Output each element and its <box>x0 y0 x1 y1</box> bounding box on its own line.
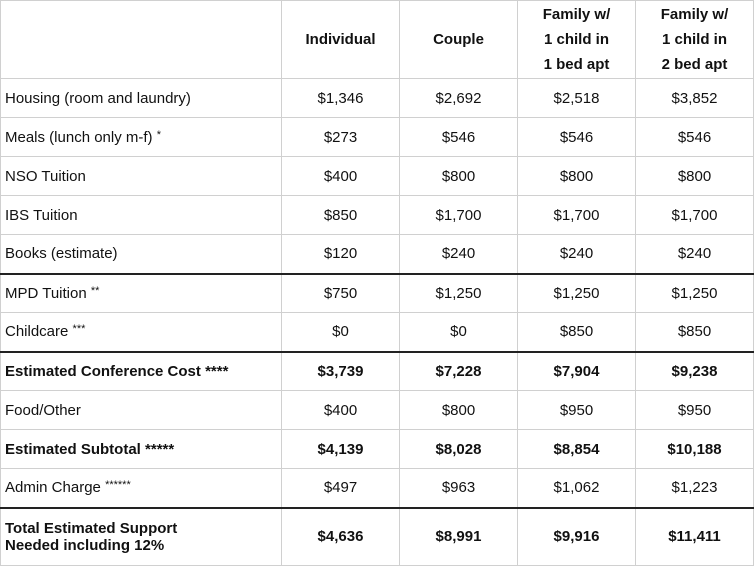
row-label: IBS Tuition <box>1 196 282 235</box>
cell-family-2bed: $9,238 <box>636 352 754 391</box>
cell-family-1bed: $240 <box>518 235 636 274</box>
header-row <box>1 1 754 79</box>
row-label: NSO Tuition <box>1 157 282 196</box>
cell-couple: $8,991 <box>400 508 518 566</box>
row-food-other <box>1 391 754 430</box>
cell-couple: $963 <box>400 469 518 508</box>
cell-individual: $750 <box>282 274 400 313</box>
footnote-mark: * <box>156 128 161 141</box>
cell-individual: $273 <box>282 118 400 157</box>
cell-family-2bed: $800 <box>636 157 754 196</box>
cell-family-2bed: $1,700 <box>636 196 754 235</box>
cell-couple: $0 <box>400 313 518 352</box>
cell-couple: $1,250 <box>400 274 518 313</box>
cell-individual: $1,346 <box>282 79 400 118</box>
cell-family-1bed: $546 <box>518 118 636 157</box>
cell-family-2bed: $1,223 <box>636 469 754 508</box>
cell-family-2bed: $3,852 <box>636 79 754 118</box>
row-childcare <box>1 313 754 352</box>
cell-individual: $120 <box>282 235 400 274</box>
cell-family-1bed: $800 <box>518 157 636 196</box>
cell-individual: $3,739 <box>282 352 400 391</box>
footnote-mark: *** <box>72 323 86 336</box>
cell-individual: $400 <box>282 157 400 196</box>
footnote-mark: ****** <box>105 479 131 492</box>
row-label: Admin Charge ****** <box>1 469 282 508</box>
cell-family-1bed: $7,904 <box>518 352 636 391</box>
cell-couple: $2,692 <box>400 79 518 118</box>
cell-individual: $4,636 <box>282 508 400 566</box>
cell-family-1bed: $850 <box>518 313 636 352</box>
row-label: Meals (lunch only m-f) * <box>1 118 282 157</box>
row-books <box>1 235 754 274</box>
cell-couple: $800 <box>400 157 518 196</box>
row-conference-cost <box>1 352 754 391</box>
cell-individual: $400 <box>282 391 400 430</box>
cell-family-2bed: $11,411 <box>636 508 754 566</box>
cell-family-2bed: $10,188 <box>636 430 754 469</box>
row-ibs-tuition <box>1 196 754 235</box>
footnote-mark: ***** <box>145 440 175 458</box>
header-individual: Individual <box>282 1 400 79</box>
cell-family-1bed: $9,916 <box>518 508 636 566</box>
cell-family-1bed: $1,700 <box>518 196 636 235</box>
footnote-mark: ** <box>90 284 100 297</box>
cell-couple: $240 <box>400 235 518 274</box>
header-blank <box>1 1 282 79</box>
cell-family-1bed: $8,854 <box>518 430 636 469</box>
cell-individual: $497 <box>282 469 400 508</box>
row-total-support <box>1 508 754 566</box>
cell-family-1bed: $1,250 <box>518 274 636 313</box>
cell-couple: $800 <box>400 391 518 430</box>
row-meals <box>1 118 754 157</box>
cell-family-1bed: $950 <box>518 391 636 430</box>
cell-individual: $4,139 <box>282 430 400 469</box>
cell-family-2bed: $850 <box>636 313 754 352</box>
cell-couple: $8,028 <box>400 430 518 469</box>
row-nso-tuition <box>1 157 754 196</box>
cell-couple: $546 <box>400 118 518 157</box>
cell-family-2bed: $546 <box>636 118 754 157</box>
header-family-1bed: Family w/ 1 child in 1 bed apt <box>518 1 636 79</box>
header-family-2bed: Family w/ 1 child in 2 bed apt <box>636 1 754 79</box>
row-label: Estimated Subtotal ***** <box>1 430 282 469</box>
row-label: Childcare *** <box>1 313 282 352</box>
row-label: Estimated Conference Cost **** <box>1 352 282 391</box>
cell-family-2bed: $1,250 <box>636 274 754 313</box>
cell-family-1bed: $2,518 <box>518 79 636 118</box>
cell-couple: $1,700 <box>400 196 518 235</box>
cell-family-2bed: $240 <box>636 235 754 274</box>
cell-family-2bed: $950 <box>636 391 754 430</box>
row-label: Total Estimated Support Needed including 12% <box>1 508 282 566</box>
row-label: Books (estimate) <box>1 235 282 274</box>
cell-family-1bed: $1,062 <box>518 469 636 508</box>
row-subtotal <box>1 430 754 469</box>
cell-individual: $850 <box>282 196 400 235</box>
row-housing <box>1 79 754 118</box>
row-label: Food/Other <box>1 391 282 430</box>
row-label: Housing (room and laundry) <box>1 79 282 118</box>
footnote-mark: **** <box>205 362 229 380</box>
row-mpd-tuition <box>1 274 754 313</box>
row-label: MPD Tuition ** <box>1 274 282 313</box>
row-admin-charge <box>1 469 754 508</box>
cell-individual: $0 <box>282 313 400 352</box>
cell-couple: $7,228 <box>400 352 518 391</box>
header-couple: Couple <box>400 1 518 79</box>
